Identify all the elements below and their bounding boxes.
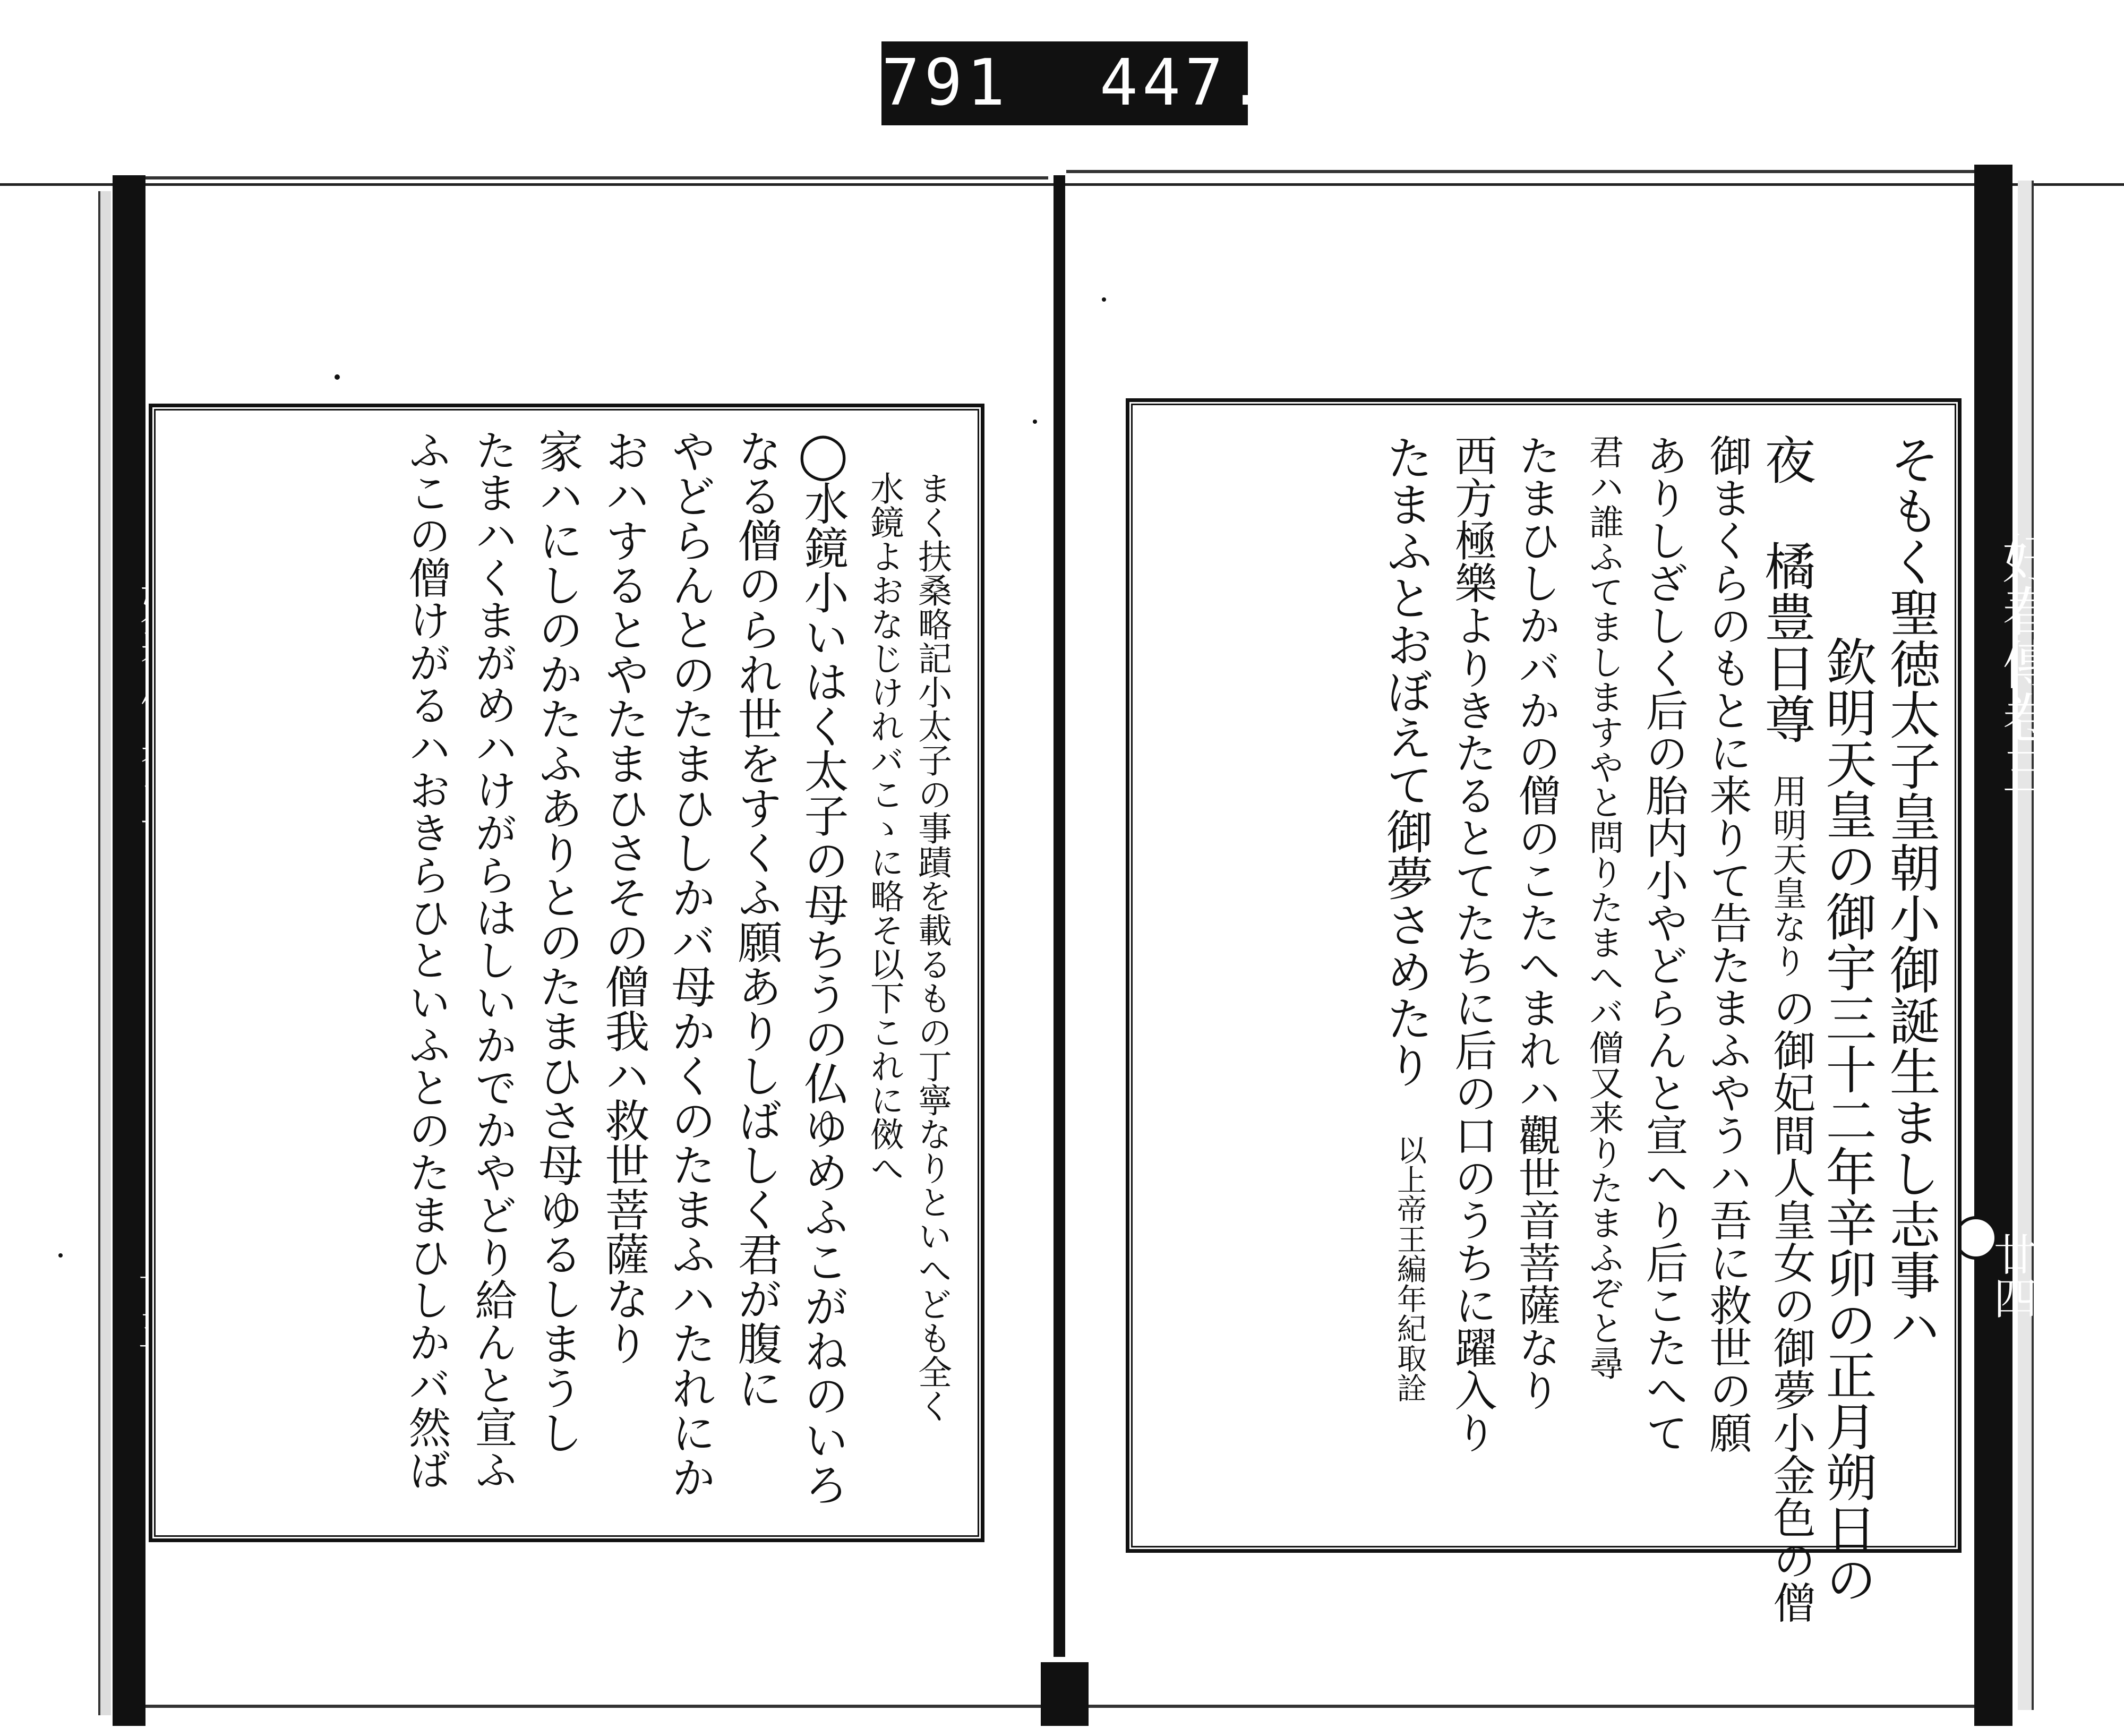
catalog-label bbox=[881, 41, 1270, 125]
right-col-9: たまふとおぼえて御夢さめたり bbox=[1379, 434, 1434, 1088]
page-bottom-edge-left bbox=[145, 1705, 1048, 1708]
book-edge-left-pages bbox=[98, 191, 111, 1715]
right-col-3: 夜 bbox=[1757, 434, 1816, 485]
left-page-frame bbox=[149, 404, 984, 1542]
page-bottom-edge-right bbox=[1066, 1705, 1974, 1708]
page-top-edge-right bbox=[1066, 170, 1974, 173]
left-col-3: ◯水鏡小いはく太子の母ちうの仏ゆめふこがねのいろ bbox=[797, 429, 849, 1507]
right-col-6: 君ハ誰ふてましますやと問りたまへバ僧又来りたまふぞと尋 bbox=[1583, 434, 1624, 1380]
catalog-label-right: 447. bbox=[1099, 46, 1270, 120]
left-col-2: 水鏡よおなじけれバこゝに略そ以下これに傚へ bbox=[864, 471, 904, 1185]
left-col-1: まく扶桑略記小太子の事蹟を載るもの丁寧なりといへども全く bbox=[912, 471, 952, 1423]
right-page-frame bbox=[1126, 398, 1962, 1623]
scan-speck bbox=[58, 1253, 63, 1258]
catalog-label-left: 791 bbox=[881, 46, 1009, 120]
right-col-5: ありしざしく后の胎内小やどらんと宣へり后こたへて bbox=[1639, 434, 1688, 1453]
right-col-8: 西方極樂よりきたるとてたちに后の口のうちに躍入り bbox=[1448, 434, 1497, 1453]
left-col-4: なる僧のられ世をすくふ願ありしばしく君が腹に bbox=[731, 429, 783, 1410]
left-col-5: やどらんとのたまひしかバ母かくのたまふハたれにか bbox=[664, 429, 716, 1499]
right-col-9-note: 以上帝王編年紀取詮 bbox=[1392, 1135, 1427, 1403]
scan-speck bbox=[1102, 297, 1106, 302]
right-col-2: 欽明天皇の御宇三十二年辛卯の正月朔日の bbox=[1818, 636, 1877, 1604]
right-col-3-note: 用明天皇なり bbox=[1767, 774, 1806, 978]
right-col-1: そもく聖徳太子皇朝小御誕生まし志事ハ bbox=[1881, 434, 1941, 1352]
right-col-3-tail: の御妃間人皇女の御夢小金色の僧 bbox=[1766, 986, 1815, 1623]
book-gutter-foot bbox=[1041, 1662, 1089, 1726]
right-page-margin-title: 好春傳卷三 bbox=[1993, 531, 2056, 797]
left-col-6: おハするとやたまひさその僧我ハ救世菩薩なり bbox=[598, 429, 650, 1365]
book-edge-right-pages bbox=[2018, 181, 2034, 1710]
page-top-edge-left bbox=[145, 176, 1048, 179]
right-page-folio: 廿四 bbox=[1986, 1232, 2037, 1319]
right-col-4: 御まくらのもとに来りて告たまふやうハ吾に救世の願 bbox=[1702, 434, 1752, 1453]
left-col-7: 家ハにしのかたふありとのたまひさ母ゆるしまうし bbox=[532, 429, 584, 1455]
book-gutter bbox=[1054, 175, 1065, 1657]
right-col-7: たまひしかバかの僧のこたへまれハ觀世音菩薩なり bbox=[1511, 434, 1561, 1411]
left-col-8: たまハくまがめハけがらはしいかでかやどり給んと宣ふ bbox=[468, 429, 517, 1491]
right-col-3-name: 橘豊日尊 bbox=[1757, 540, 1816, 744]
scan-speck bbox=[335, 374, 340, 380]
scan-speck bbox=[1033, 420, 1037, 424]
left-col-9: ふこの僧けがるハおきらひといふとのたまひしかバ然ば bbox=[401, 429, 451, 1491]
book-spine-edge-right bbox=[1974, 165, 2012, 1726]
book-spine-edge-left bbox=[113, 175, 145, 1726]
